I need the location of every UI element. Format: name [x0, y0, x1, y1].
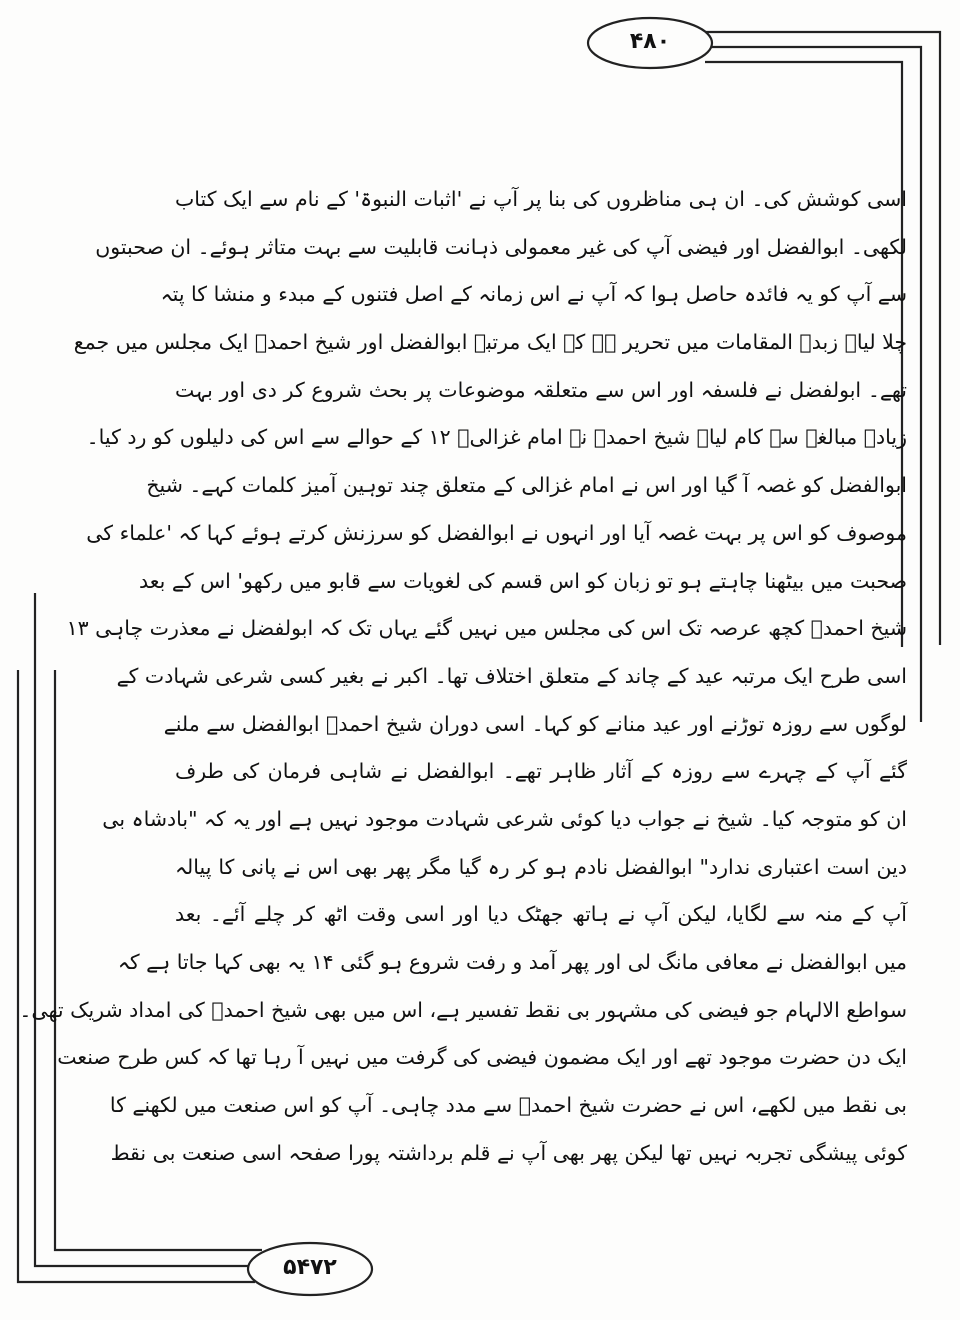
text-line: اسی طرح ایک مرتبہ عید کے چاند کے متعلق اختلاف تھا۔ اکبر نے بغیر کسی شرعی شہادت کے	[116, 663, 907, 688]
body-text	[19, 176, 907, 1177]
text-line: صحبت میں بیٹھنا چاہتے ہو تو زبان کو اس قسم کی لغویات سے قابو میں رکھو' اس کے بعد	[138, 568, 907, 593]
text-line: ابوالفضل کو غصہ آ گیا اور اس نے امام غزالی کے متعلق چند توہین آمیز کلمات کہے۔ شیخ	[146, 473, 907, 498]
text-line: تھے۔ ابولفضل نے فلسفہ اور اس سے متعلقہ موضوعات پر بحث شروع کر دی اور بہت	[175, 377, 907, 402]
text-line: لوگوں سے روزہ توڑنے اور عید منانے کو کہا۔ اسی دوران شیخ احمدؒ ابوالفضل سے ملنے	[163, 711, 907, 736]
text-line: موصوف کو اس پر بہت غصہ آیا اور انہوں نے ابوالفضل کو سرزنش کرتے ہوئے کہا کہ 'علماء کی	[86, 520, 907, 545]
text-line: گئے آپ کے چہرے سے روزہ کے آثار ظاہر تھے۔ ابوالفضل نے شاہی فرمان کی طرف	[175, 759, 907, 784]
text-line: لکھی۔ ابوالفضل اور فیضی آپ کی غیر معمولی ذہانت قابلیت سے بہت متاثر ہوئے۔ ان صحبتوں	[95, 234, 907, 259]
text-line: زیادہ مبالغہ سے کام لیا۔ شیخ احمدؒ نے امام غزالیؒ ۱۲ کے حوالے سے اس کی دلیلوں کو رد کیا۔	[86, 425, 907, 450]
text-line: سے آپ کو یہ فائدہ حاصل ہوا کہ آپ نے اس زمانہ کے اصل فتنوں کے مبدء و منشا کا پتہ	[160, 282, 907, 307]
text-line: میں ابوالفضل نے معافی مانگ لی اور پھر آمد و رفت شروع ہو گئی ۱۴ یہ بھی کہا جاتا ہے کہ	[117, 950, 907, 974]
text-line: آپ کے منہ سے لگایا، لیکن آپ نے ہاتھ جھٹک دیا اور اسی وقت اٹھ کر چلے آئے۔ بعد	[175, 902, 907, 927]
text-line: بی نقط میں لکھے، اس نے حضرت شیخ احمدؒ سے مدد چاہی۔ آپ کو اس صنعت میں لکھنے کا	[109, 1093, 907, 1118]
text-line: چلا لیا۔ زبدۃ المقامات میں تحریر ہے کہ ایک مرتبہ ابوالفضل اور شیخ احمدؒ ایک مجلس میں جمع	[73, 330, 907, 355]
top-page-number: ۴۸۰	[629, 29, 671, 54]
text-line: شیخ احمدؒ کچھ عرصہ تک اس کی مجلس میں نہیں گئے یہاں تک کہ ابولفضل نے معذرت چاہی ۱۳	[66, 616, 907, 641]
bottom-page-number: ۵۴۷۲	[283, 1255, 337, 1280]
text-line: اسی کوشش کی۔ ان ہی مناظروں کی بنا پر آپ نے 'اثبات النبوۃ' کے نام سے ایک کتاب	[175, 187, 907, 211]
text-line: سواطع الالہام جو فیضی کی مشہور بی نقط تفسیر ہے، اس میں بھی شیخ احمدؒ کی امداد شریک تھی۔	[19, 997, 907, 1022]
text-line: کوئی پیشگی تجربہ نہیں تھا لیکن پھر بھی آپ نے قلم برداشتہ پورا صفحہ اسی صنعت بی نقط	[110, 1140, 907, 1165]
text-line: ایک دن حضرت موجود تھے اور ایک مضمون فیضی کی گرفت میں نہیں آ رہا تھا کہ کس طرح صنعت	[57, 1045, 907, 1070]
text-line: دین است اعتباری ندارد" ابوالفضل نادم ہو کر رہ گیا مگر پھر بھی اس نے پانی کا پیالہ	[175, 854, 907, 879]
text-line: ان کو متوجہ کیا۔ شیخ نے جواب دیا کوئی شرعی شہادت موجود نہیں ہے اور یہ کہ "بادشاہ بی	[102, 806, 907, 831]
